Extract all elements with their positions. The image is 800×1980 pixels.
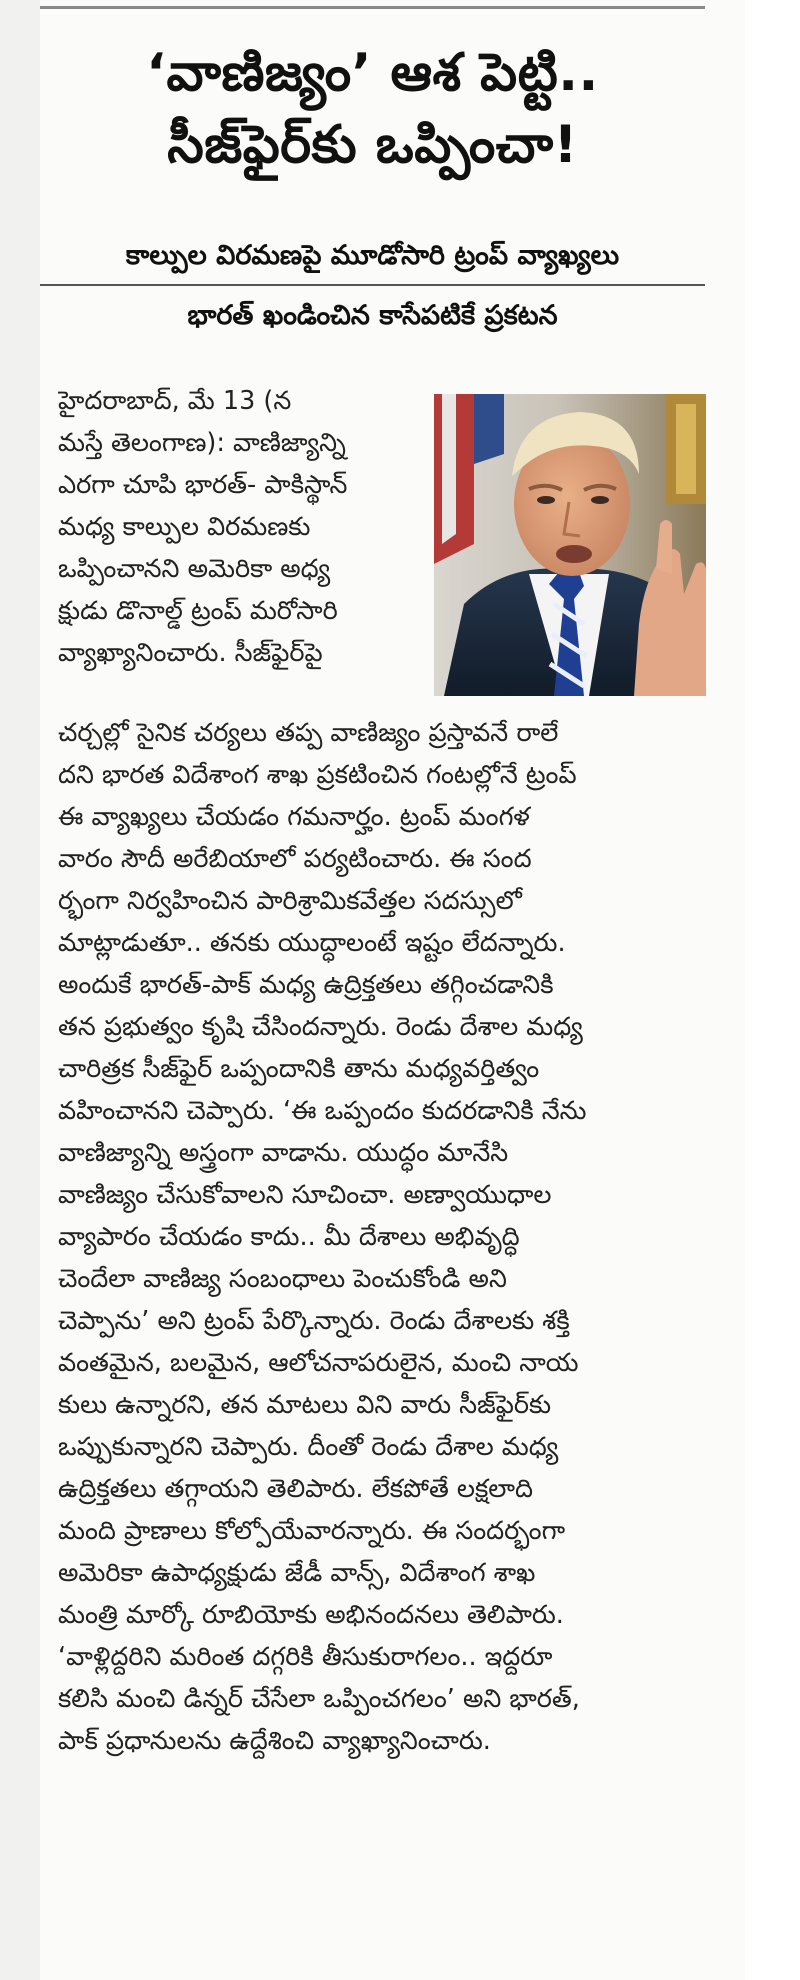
page-margin [745, 0, 800, 1980]
intro-line: ఎరగా చూపి భారత్- పాకిస్థాన్ [58, 470, 348, 500]
body-line: వాణిజ్యాన్ని అస్త్రంగా వాడాను. యుద్ధం మానేసి [58, 1138, 509, 1168]
subheading-1: కాల్పుల విరమణపై మూడోసారి ట్రంప్ వ్యాఖ్యలు [125, 240, 620, 271]
portrait-illustration [434, 394, 706, 696]
intro-line: మస్తే తెలంగాణ): వాణిజ్యాన్ని [58, 428, 346, 458]
body-line: తన ప్రభుత్వం కృషి చేసిందన్నారు. రెండు దేశాల మధ్య [58, 1012, 583, 1042]
intro-line: మధ్య కాల్పుల విరమణకు [58, 512, 311, 542]
intro-line: వ్యాఖ్యానించారు. సీజ్‌ఫైర్‌పై [58, 638, 323, 668]
article-intro [58, 380, 413, 674]
subheading-2: భారత్ ఖండించిన కాసేపటికే ప్రకటన [187, 300, 558, 331]
body-line: దని భారత విదేశాంగ శాఖ ప్రకటించిన గంటల్లోనే ట్రంప్ [58, 760, 577, 790]
subheading-divider [40, 284, 705, 286]
article-body [58, 712, 706, 1762]
body-line: వారం సౌదీ అరేబియాలో పర్యటించారు. ఈ సంద [58, 844, 532, 874]
body-line: అమెరికా ఉపాధ్యక్షుడు జేడీ వాన్స్, విదేశాంగ శాఖ [58, 1558, 536, 1588]
body-line: మంది ప్రాణాలు కోల్పోయేవారన్నారు. ఈ సందర్భంగా [58, 1516, 566, 1546]
headline-line-1: ‘వాణిజ్యం’ ఆశ పెట్టి.. [146, 43, 599, 103]
body-line: ఈ వ్యాఖ్యలు చేయడం గమనార్హం. ట్రంప్ మంగళ [58, 802, 530, 832]
body-line: చారిత్రక సీజ్‌ఫైర్ ఒప్పందానికి తాను మధ్యవర్తిత్వం [58, 1054, 540, 1084]
intro-line: క్షుడు డొనాల్డ్ ట్రంప్ మరోసారి [58, 596, 338, 626]
top-rule [40, 6, 705, 9]
body-line: చెందేలా వాణిజ్య సంబంధాలు పెంచుకోండి అని [58, 1264, 507, 1294]
body-line: మాట్లాడుతూ.. తనకు యుద్ధాలంటే ఇష్టం లేదన్నారు. [58, 928, 566, 958]
body-line: అందుకే భారత్-పాక్ మధ్య ఉద్రిక్తతలు తగ్గించడానికి [58, 970, 554, 1000]
body-line: కులు ఉన్నారని, తన మాటలు విని వారు సీజ్‌ఫైర్‌కు [58, 1390, 552, 1420]
body-line: వహించానని చెప్పారు. ‘ఈ ఒప్పందం కుదరడానికి నేను [58, 1096, 587, 1126]
body-line: ఉద్రిక్తతలు తగ్గాయని తెలిపారు. లేకపోతే లక్షలాది [58, 1474, 533, 1504]
intro-line: ఒప్పించానని అమెరికా అధ్య [58, 554, 331, 584]
body-line: చెప్పాను’ అని ట్రంప్ పేర్కొన్నారు. రెండు దేశాలకు శక్తి [58, 1306, 570, 1336]
body-line: వ్యాపారం చేయడం కాదు.. మీ దేశాలు అభివృద్ధి [58, 1222, 520, 1252]
body-line: మంత్రి మార్కో రూబియోకు అభినందనలు తెలిపారు. [58, 1600, 564, 1630]
body-line: కలిసి మంచి డిన్నర్ చేసేలా ఒప్పించగలం’ అని భారత్, [58, 1684, 580, 1714]
body-line: ర్భంగా నిర్వహించిన పారిశ్రామికవేత్తల సదస్సులో [58, 886, 522, 916]
body-line: వంతమైన, బలమైన, ఆలోచనాపరులైన, మంచి నాయ [58, 1348, 579, 1378]
trump-photo [434, 394, 706, 696]
body-line: ‘వాళ్లిద్దరిని మరింత దగ్గరికి తీసుకురాగలం.. ఇద్దరూ [58, 1642, 553, 1672]
body-line: పాక్ ప్రధానులను ఉద్దేశించి వ్యాఖ్యానించారు. [58, 1726, 491, 1756]
body-line: చర్చల్లో సైనిక చర్యలు తప్ప వాణిజ్యం ప్రస్తావనే రాలే [58, 718, 559, 748]
body-line: ఒప్పుకున్నారని చెప్పారు. దీంతో రెండు దేశాల మధ్య [58, 1432, 559, 1462]
headline-line-2: సీజ్‌ఫైర్‌కు ఒప్పించా! [167, 115, 578, 175]
intro-line: హైదరాబాద్, మే 13 (న [58, 386, 292, 416]
body-line: వాణిజ్యం చేసుకోవాలని సూచించా. అణ్వాయుధాల [58, 1180, 552, 1210]
